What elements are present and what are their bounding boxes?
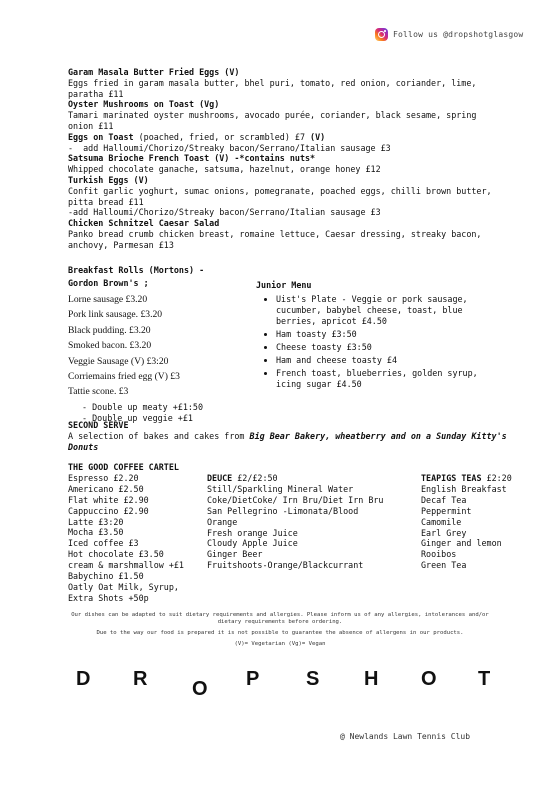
tea-item: Ginger and lemon bbox=[421, 538, 502, 549]
coffee-item: Flat white £2.90 bbox=[68, 494, 149, 505]
brunch-menu bbox=[68, 67, 498, 251]
menu-item bbox=[68, 132, 498, 154]
menu-item-desc: Whipped chocolate ganache, satsuma, hazelnut, orange honey £12 bbox=[68, 164, 381, 175]
tea-item: Green Tea bbox=[421, 560, 467, 571]
footnote: (V)= Vegetarian (Vg)= Vegan bbox=[234, 641, 326, 647]
menu-item-title: Garam Masala Butter Fried Eggs (V) bbox=[68, 67, 240, 77]
menu-item bbox=[68, 218, 498, 250]
menu-item-title: Turkish Eggs (V) bbox=[68, 174, 149, 185]
coffee-item: Latte £3:20 bbox=[68, 516, 124, 527]
logo-letter: O bbox=[192, 678, 208, 700]
tea-item: English Breakfast bbox=[421, 483, 507, 494]
logo-letter: P bbox=[246, 668, 260, 690]
roll-item: Black pudding. £3.20 bbox=[68, 324, 151, 336]
coffee-item: Iced coffee £3 bbox=[68, 538, 139, 549]
roll-extra: - Double up meaty +£1:50 bbox=[86, 402, 258, 413]
dropshot-logo bbox=[0, 668, 560, 708]
coffee-item: Oatly Oat Milk, Syrup, bbox=[68, 581, 179, 592]
deuce-item: Fruitshoots-Orange/Blackcurrant bbox=[207, 560, 364, 571]
tea-item: Decaf Tea bbox=[421, 494, 467, 505]
menu-item-desc: Eggs fried in garam masala butter, bhel puri, tomato, red onion, coriander, lime, paratha £11 bbox=[68, 77, 477, 99]
coffee-item: Babychino £1.50 bbox=[68, 571, 144, 582]
junior-menu bbox=[256, 280, 506, 392]
deuce-heading: DEUCE bbox=[207, 473, 233, 483]
menu-item-title-tag: (V) bbox=[310, 131, 326, 142]
teas-heading-price: £2:20 bbox=[481, 473, 512, 483]
logo-letter: S bbox=[306, 668, 320, 690]
logo-letter: O bbox=[421, 668, 437, 690]
deuce-item: Still/Sparkling Mineral Water bbox=[207, 483, 354, 494]
menu-item-title: Chicken Schnitzel Caesar Salad bbox=[68, 218, 220, 229]
junior-list bbox=[256, 294, 506, 390]
roll-item: Veggie Sausage (V) £3:20 bbox=[68, 355, 169, 367]
menu-item-desc: - add Halloumi/Chorizo/Streaky bacon/Serrano/Italian sausage £3 bbox=[68, 142, 391, 153]
menu-item bbox=[68, 153, 498, 175]
instagram-handle[interactable] bbox=[375, 28, 523, 41]
roll-item: Pork link sausage. £3.20 bbox=[68, 309, 163, 321]
deuce-item: Ginger Beer bbox=[207, 549, 263, 560]
roll-item: Lorne sausage £3.20 bbox=[68, 294, 148, 305]
deuce-item: Orange bbox=[207, 516, 238, 527]
coffee-section bbox=[68, 462, 208, 604]
second-serve-text bbox=[68, 431, 508, 453]
coffee-item: cream & marshmallow +£1 bbox=[68, 560, 184, 571]
deuce-item: Fresh orange Juice bbox=[207, 527, 298, 538]
second-serve-suppliers: Big Bear Bakery, wheatberry and on a Sunday Kitty's Donuts bbox=[68, 431, 507, 452]
deuce-item: San Pellegrino -Limonata/Blood bbox=[207, 505, 359, 516]
roll-extra: - Double up veggie +£1 bbox=[86, 413, 258, 424]
menu-item-desc: Tamari marinated oyster mushrooms, avocado purée, coriander, black sesame, spring onion £11 bbox=[68, 110, 477, 131]
tea-item: Peppermint bbox=[421, 505, 472, 516]
coffee-item: Hot chocolate £3.50 bbox=[68, 549, 164, 560]
deuce-item: Cloudy Apple Juice bbox=[207, 538, 298, 549]
menu-item bbox=[68, 67, 498, 99]
rolls-section bbox=[68, 278, 258, 424]
coffee-item: Mocha £3.50 bbox=[68, 527, 124, 538]
instagram-icon bbox=[375, 28, 388, 41]
menu-item-title-line bbox=[68, 132, 498, 143]
teas-heading: TEAPIGS TEAS bbox=[421, 473, 482, 483]
roll-item: Smoked bacon. £3.20 bbox=[68, 340, 152, 352]
menu-item-title: Eggs on Toast bbox=[68, 131, 134, 142]
logo-letter: R bbox=[133, 668, 148, 690]
rolls-heading: Gordon Brown's ; bbox=[68, 278, 149, 288]
second-serve-intro: A selection of bakes and cakes from bbox=[68, 431, 250, 441]
junior-item: • Uist's Plate - Veggie or pork sausage, cucumber, babybel cheese, toast, blue berries, apricot £4.50 bbox=[276, 294, 506, 327]
logo-letter: H bbox=[364, 668, 379, 690]
deuce-section bbox=[207, 473, 412, 571]
menu-item-desc: Panko bread crumb chicken breast, romaine lettuce, Caesar dressing, streaky bacon, anchovy, Parmesan £13 bbox=[68, 228, 482, 250]
coffee-heading: THE GOOD COFFEE CARTEL bbox=[68, 462, 179, 472]
second-serve-heading: SECOND SERVE bbox=[68, 420, 129, 430]
tea-item: Earl Grey bbox=[421, 527, 467, 538]
deuce-heading-price: £2/£2:50 bbox=[232, 473, 278, 483]
deuce-heading-line bbox=[207, 473, 412, 484]
junior-item: • French toast, blueberries, golden syrup, icing sugar £4.50 bbox=[276, 368, 506, 390]
footnote: Our dishes can be adapted to suit dietary requirements and allergies. Please inform us of any allergies, intolerances and/or dietary requirements before ordering. bbox=[71, 612, 489, 625]
teas-section bbox=[421, 473, 541, 571]
coffee-item: Cappuccino £2.90 bbox=[68, 505, 149, 516]
rolls-title: Breakfast Rolls (Mortons) - bbox=[68, 265, 205, 275]
teas-heading-line bbox=[421, 473, 541, 484]
tea-item: Camomile bbox=[421, 516, 462, 527]
second-serve-section bbox=[68, 420, 508, 453]
roll-item: Tattie scone. £3 bbox=[68, 386, 129, 398]
menu-item-title-note: (poached, fried, or scrambled) £7 bbox=[133, 131, 311, 142]
menu-item bbox=[68, 99, 498, 131]
junior-heading: Junior Menu bbox=[256, 280, 312, 290]
menu-item-desc: Confit garlic yoghurt, sumac onions, pomegranate, poached eggs, chilli brown butter, pitta bread £11 bbox=[68, 185, 492, 207]
menu-item-title: Oyster Mushrooms on Toast (Vg) bbox=[68, 99, 220, 110]
footnote: Due to the way our food is prepared it is not possible to guarantee the absence of allergens in our products. bbox=[96, 630, 464, 636]
instagram-text: Follow us @dropshotglasgow bbox=[393, 30, 524, 39]
junior-item: • Cheese toasty £3:50 bbox=[276, 342, 506, 353]
venue-line: @ Newlands Lawn Tennis Club bbox=[340, 732, 471, 741]
coffee-item: Espresso £2.20 bbox=[68, 472, 139, 483]
junior-item: • Ham toasty £3:50 bbox=[276, 329, 506, 340]
allergy-footnotes bbox=[60, 612, 500, 652]
menu-item-title: Satsuma Brioche French Toast (V) -*contains nuts* bbox=[68, 153, 316, 164]
junior-item: • Ham and cheese toasty £4 bbox=[276, 355, 506, 366]
logo-letter: D bbox=[76, 668, 91, 690]
logo-letter: T bbox=[478, 668, 491, 690]
coffee-item: Americano £2.50 bbox=[68, 483, 144, 494]
deuce-item: Coke/DietCoke/ Irn Bru/Diet Irn Bru bbox=[207, 494, 384, 505]
roll-item: Corriemains fried egg (V) £3 bbox=[68, 371, 180, 383]
coffee-item: Extra Shots +50p bbox=[68, 592, 149, 603]
menu-item bbox=[68, 175, 498, 218]
menu-item-addon: -add Halloumi/Chorizo/Streaky bacon/Serrano/Italian sausage £3 bbox=[68, 207, 381, 218]
tea-item: Rooibos bbox=[421, 549, 457, 560]
